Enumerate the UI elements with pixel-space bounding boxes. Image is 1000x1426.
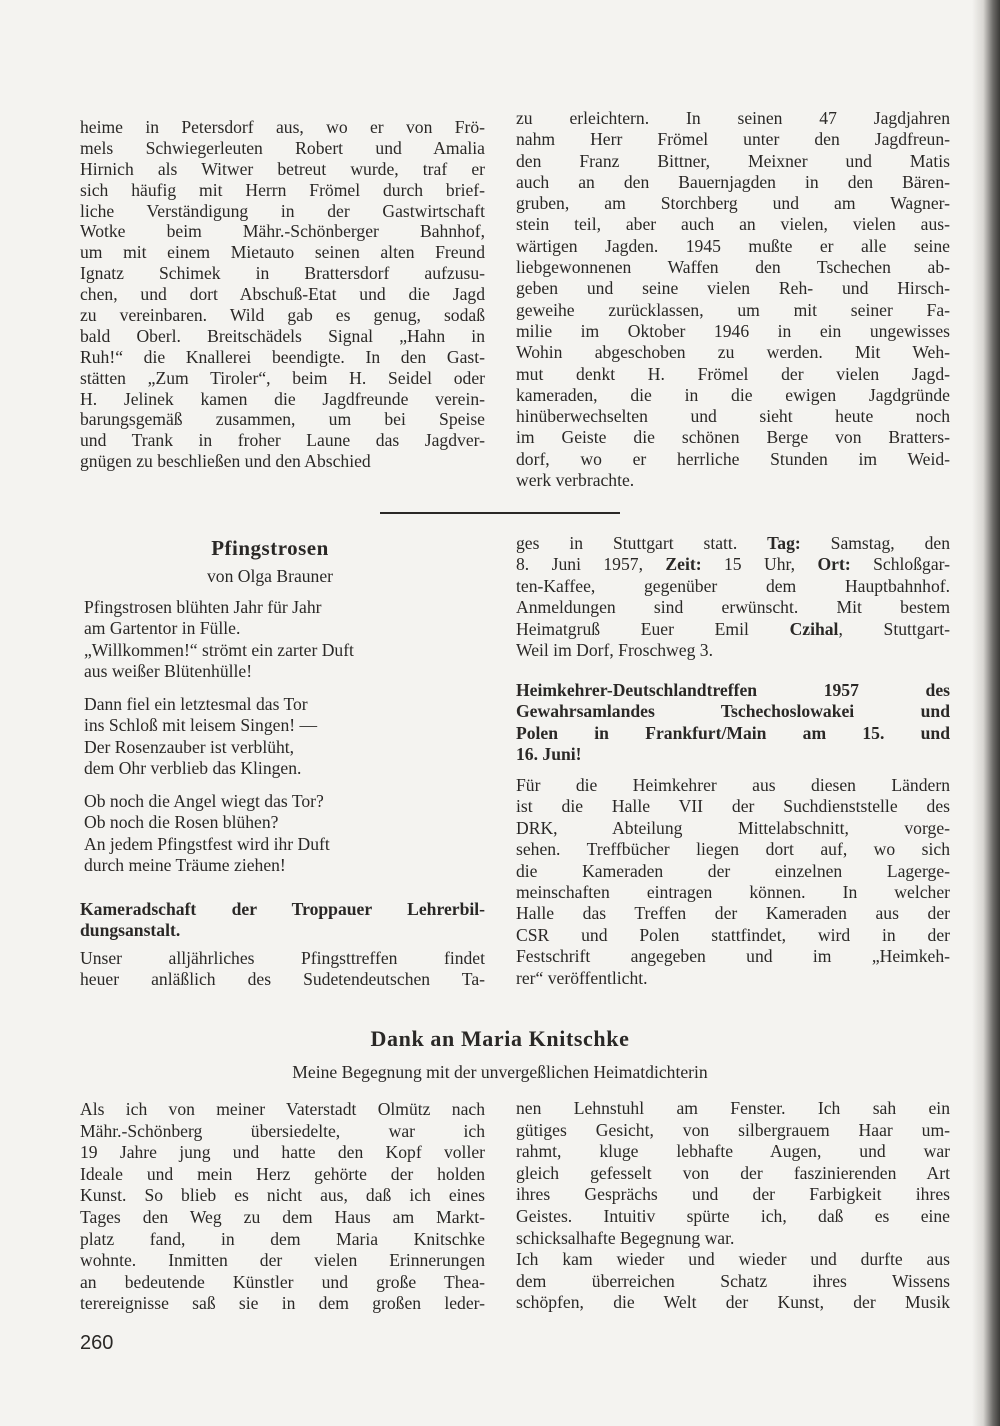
text-line: Mähr.-Schönberg übersiedelte, war ich bbox=[80, 1120, 485, 1141]
article-column-left bbox=[80, 1099, 485, 1315]
text-line: ihres Gesprächs und der Farbigkeit ihres bbox=[516, 1184, 950, 1205]
article-continuation-right bbox=[516, 108, 950, 491]
text-line: Halle das Treffen der Kameraden aus der bbox=[516, 903, 950, 924]
text-line: im Geiste die schönen Berge von Bratters- bbox=[516, 427, 950, 448]
text-line: Weil im Dorf, Froschweg 3. bbox=[516, 639, 713, 660]
poem-stanza bbox=[84, 597, 484, 683]
heimkehrer-heading bbox=[516, 680, 950, 766]
text-line: heime in Petersdorf aus, wo er von Frö- bbox=[80, 117, 485, 137]
text-line: Kameradschaft der Troppauer Lehrerbil- bbox=[80, 899, 485, 919]
text-line: barungsgemäß zusammen, um bei Speise bbox=[80, 409, 485, 430]
text-line: zu erleichtern. In seinen 47 Jagdjahren bbox=[516, 108, 950, 128]
text-line: rer“ veröffentlicht. bbox=[516, 967, 648, 988]
text-line: Geistes. Intuitiv spürte ich, daß es eine bbox=[516, 1205, 950, 1226]
text-line: nen Lehnstuhl am Fenster. Ich sah ein bbox=[516, 1098, 950, 1118]
page-number: 260 bbox=[80, 1332, 114, 1354]
text-line: chen, und dort Abschuß-Etat und die Jagd bbox=[80, 284, 485, 305]
text-line: Ignatz Schimek in Brattersdorf aufzusu- bbox=[80, 263, 485, 284]
text-line: schöpfen, die Welt der Kunst, der Musik bbox=[516, 1292, 950, 1313]
text-line: Festschrift angegeben und im „Heimkeh- bbox=[516, 946, 950, 967]
text-line: wärtigen Jagden. 1945 mußte er alle seine bbox=[516, 235, 950, 256]
text-line: sehen. Treffbücher liegen dort auf, wo sich bbox=[516, 839, 950, 860]
kameradschaft-text bbox=[80, 948, 485, 991]
text-line: H. Jelinek kamen die Jagdfreunde verein- bbox=[80, 388, 485, 409]
text-line: stätten „Zum Tiroler“, beim H. Seidel oder bbox=[80, 367, 485, 388]
text-segment: Samstag, den bbox=[800, 533, 950, 553]
text-line: am Gartentor in Fülle. bbox=[84, 618, 241, 639]
text-line: Anmeldungen sind erwünscht. Mit bestem bbox=[516, 597, 950, 618]
text-line: liebgewonnenen Waffen den Tschechen ab- bbox=[516, 257, 950, 278]
article-continuation-left bbox=[80, 117, 485, 472]
poem-stanza bbox=[84, 791, 484, 877]
text-line: Pfingstrosen blühten Jahr für Jahr bbox=[84, 597, 322, 617]
text-line: geben und seine vielen Reh- und Hirsch- bbox=[516, 278, 950, 299]
text-line: dem überreichen Schatz ihres Wissens bbox=[516, 1270, 950, 1291]
text-line: schicksalhafte Begegnung war. bbox=[516, 1227, 735, 1248]
article-title: Dank an Maria Knitschke bbox=[370, 1026, 630, 1051]
text-line: gnügen zu beschließen und den Abschied bbox=[80, 451, 371, 472]
text-line: terereignisse saß sie in dem großen leder- bbox=[80, 1293, 485, 1314]
text-line: DRK, Abteilung Mittelabschnitt, vorge- bbox=[516, 817, 950, 838]
text-line: gruben, am Storchberg und am Wagner- bbox=[516, 193, 950, 214]
text-line: heuer anläßlich des Sudetendeutschen Ta- bbox=[80, 969, 485, 990]
text-line: stein teil, aber auch an vielen, vielen aus- bbox=[516, 214, 950, 235]
text-line: ist die Halle VII der Suchdienststelle des bbox=[516, 796, 950, 817]
bold-text: Ort: bbox=[817, 554, 851, 575]
text-line: milie im Oktober 1946 in ein ungewisses bbox=[516, 320, 950, 341]
text-line: dungsanstalt. bbox=[80, 920, 181, 941]
text-line: an bedeutende Künstler und große Thea- bbox=[80, 1271, 485, 1292]
text-line: bald Oberl. Breitschädels Signal „Hahn in bbox=[80, 325, 485, 346]
bold-text: Zeit: bbox=[665, 554, 702, 575]
text-line: Für die Heimkehrer aus diesen Ländern bbox=[516, 775, 950, 795]
text-line: Kunst. So blieb es nicht aus, daß ich eines bbox=[80, 1185, 485, 1206]
text-line: aus weißer Blütenhülle! bbox=[84, 661, 253, 682]
text-line: dem Ohr verblieb das Klingen. bbox=[84, 758, 302, 779]
text-line: platz fand, in dem Maria Knitschke bbox=[80, 1228, 485, 1249]
text-line: Heimkehrer-Deutschlandtreffen 1957 des bbox=[516, 680, 950, 700]
text-line: liche Verständigung in der Gastwirtschaft bbox=[80, 200, 485, 221]
text-line: Hirnich als Witwer betreut wurde, traf er bbox=[80, 158, 485, 179]
article-subtitle: Meine Begegnung mit der unvergeßlichen Heimatdichterin bbox=[292, 1062, 708, 1082]
page-edge-shadow bbox=[972, 0, 1000, 1426]
text-line: die Kameraden der einzelnen Lagerge- bbox=[516, 860, 950, 881]
text-segment: , Stuttgart- bbox=[838, 618, 950, 639]
text-line: zu vereinbaren. Wild gab es genug, sodaß bbox=[80, 305, 485, 326]
text-line: Wotke beim Mähr.-Schönberger Bahnhof, bbox=[80, 221, 485, 242]
heimkehrer-text bbox=[516, 775, 950, 989]
poem-author: von Olga Brauner bbox=[206, 566, 334, 586]
text-line: Gewahrsamlandes Tschechoslowakei und bbox=[516, 701, 950, 722]
text-line: gleich gefesselt von der faszinierenden Art bbox=[516, 1162, 950, 1183]
text-line: 16. Juni! bbox=[516, 744, 582, 765]
text-line: meinschaften eintragen können. In welcher bbox=[516, 881, 950, 902]
text-line: Ideale und mein Herz gehörte der holden bbox=[80, 1163, 485, 1184]
text-line: ten-Kaffee, gegenüber dem Hauptbahnhof. bbox=[516, 575, 950, 596]
text-line: mut denkt H. Frömel der vielen Jagd- bbox=[516, 363, 950, 384]
kameradschaft-text-continued bbox=[516, 533, 950, 661]
text-line: rahmt, kluge lebhafte Augen, und war bbox=[516, 1141, 950, 1162]
text-line: und Trank in froher Laune das Jagdver- bbox=[80, 430, 485, 451]
text-line: Der Rosenzauber ist verblüht, bbox=[84, 736, 295, 757]
text-line: werk verbrachte. bbox=[516, 470, 635, 491]
text-line: Als ich von meiner Vaterstadt Olmütz nach bbox=[80, 1099, 485, 1119]
text-line: den Franz Bittner, Meixner und Matis bbox=[516, 150, 950, 171]
text-line bbox=[516, 533, 950, 554]
text-segment: ges in Stuttgart statt. bbox=[516, 533, 768, 553]
section-divider bbox=[380, 512, 620, 514]
text-segment: 8. Juni 1957, bbox=[516, 554, 666, 575]
text-line: An jedem Pfingstfest wird ihr Duft bbox=[84, 833, 330, 854]
text-line: Ob noch die Angel wiegt das Tor? bbox=[84, 791, 324, 811]
poem-title: Pfingstrosen bbox=[211, 536, 329, 560]
bold-text: Czihal bbox=[789, 618, 839, 639]
text-segment: Schloßgar- bbox=[850, 554, 950, 575]
poem-stanza bbox=[84, 694, 484, 780]
text-line: CSR und Polen stattfindet, wird in der bbox=[516, 924, 950, 945]
text-line: Wohin abgeschoben zu werden. Mit Weh- bbox=[516, 342, 950, 363]
text-line: sich häufig mit Herrn Frömel durch brief- bbox=[80, 179, 485, 200]
text-line: wohnte. Inmitten der vielen Erinnerungen bbox=[80, 1250, 485, 1271]
text-line: 19 Jahre jung und hatte den Kopf voller bbox=[80, 1142, 485, 1163]
text-line bbox=[516, 554, 950, 575]
text-line bbox=[516, 619, 950, 640]
text-segment: 15 Uhr, bbox=[701, 554, 818, 575]
text-line: nahm Herr Frömel unter den Jagdfreun- bbox=[516, 129, 950, 150]
text-line: „Willkommen!“ strömt ein zarter Duft bbox=[84, 639, 354, 660]
text-line: ins Schloß mit leisem Singen! — bbox=[84, 715, 318, 736]
text-line: kameraden, die in die ewigen Jagdgründe bbox=[516, 384, 950, 405]
kameradschaft-heading bbox=[80, 899, 485, 942]
text-line: hinüberwechselten und sieht heute noch bbox=[516, 406, 950, 427]
text-line: Tages den Weg zu dem Haus am Markt- bbox=[80, 1206, 485, 1227]
text-line: dorf, wo er herrliche Stunden im Weid- bbox=[516, 448, 950, 469]
bold-text: Tag: bbox=[767, 533, 801, 553]
text-line: geweihe zurücklassen, um mit seiner Fa- bbox=[516, 299, 950, 320]
text-line: Dann fiel ein letztesmal das Tor bbox=[84, 694, 308, 714]
text-line: Ruh!“ die Knallerei beendigte. In den Gast- bbox=[80, 346, 485, 367]
article-column-right bbox=[516, 1098, 950, 1314]
text-line: gütiges Gesicht, von silbergrauem Haar um- bbox=[516, 1119, 950, 1140]
text-line: mels Schwiegerleuten Robert und Amalia bbox=[80, 137, 485, 158]
text-line: durch meine Träume ziehen! bbox=[84, 855, 286, 876]
text-line: auch an den Bauernjagden in den Bären- bbox=[516, 171, 950, 192]
text-line: Polen in Frankfurt/Main am 15. und bbox=[516, 722, 950, 743]
text-line: Ich kam wieder und wieder und durfte aus bbox=[516, 1249, 950, 1270]
text-line: Unser alljährliches Pfingsttreffen findet bbox=[80, 948, 485, 968]
text-line: um mit einem Mietauto seinen alten Freund bbox=[80, 242, 485, 263]
text-segment: Heimatgruß Euer Emil bbox=[516, 618, 790, 639]
text-line: Ob noch die Rosen blühen? bbox=[84, 812, 279, 833]
